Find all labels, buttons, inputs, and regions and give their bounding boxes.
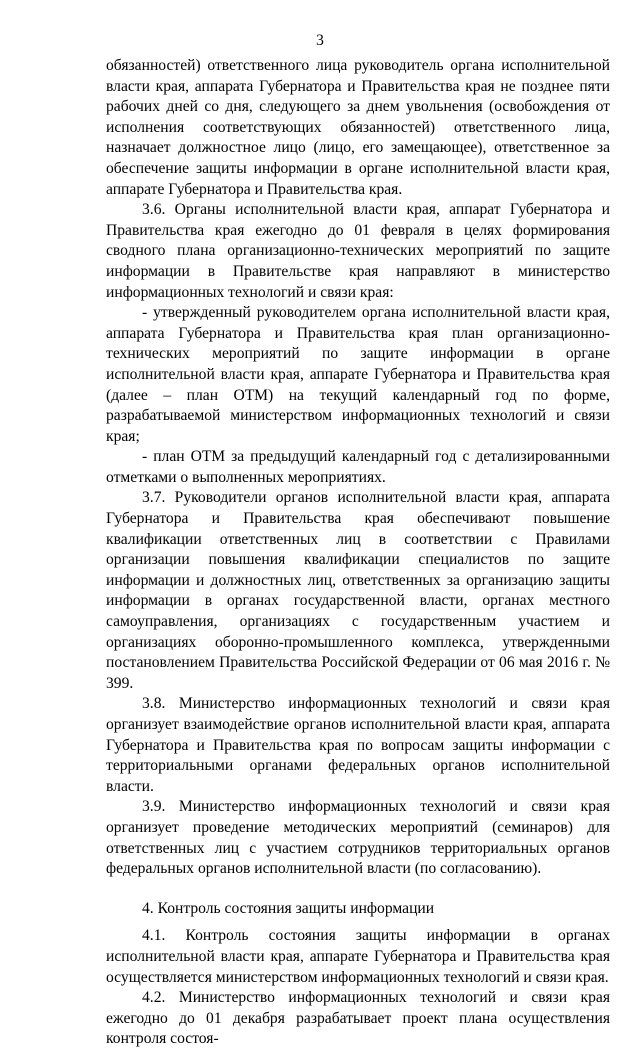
- paragraph-3-6-item-2: - план ОТМ за предыдущий календарный год с детализированными отметками о выполненных мероприятиях.: [106, 448, 610, 486]
- paragraph-4-2: 4.2. Министерство информационных технологий и связи края ежегодно до 01 декабря разрабатывает проект плана осуществления контроля состоя-: [106, 989, 610, 1048]
- paragraph-continuation: обязанностей) ответственного лица руководитель органа исполнительной власти края, аппарата Губернатора и Правительства края не позднее пяти рабочих дней со дня, следующего за днем увольнения (освобождения от исполнения соответствующих обязанностей) ответственного лица, назначает должностное лицо (лицо, его замещающее), ответственное за обеспечение защиты информации в органе исполнительной власти края, аппарате Губернатора и Правительства края.: [106, 57, 610, 198]
- paragraph-3-6: 3.6. Органы исполнительной власти края, аппарат Губернатора и Правительства края ежегодно до 01 февраля в целях формирования сводного плана организационно-технических мероприятий по защите информации в Правительстве края направляют в министерство информационных технологий и связи края:: [106, 201, 610, 301]
- section-4-heading: 4. Контроль состояния защиты информации: [142, 899, 435, 917]
- paragraph-3-8: 3.8. Министерство информационных технологий и связи края организует взаимодействие органов исполнительной власти края, аппарата Губернатора и Правительства края по вопросам защиты информации с территориальными органами федеральных органов исполнительной власти.: [106, 695, 610, 795]
- paragraph-3-6-item-1: - утвержденный руководителем органа исполнительной власти края, аппарата Губернатора и Правительства края план организационно-технических мероприятий по защите информации в органе исполнительной власти края, аппарате Губернатора и Правительства края (далее – план ОТМ) на текущий календарный год по форме, разрабатываемой министерством информационных технологий и связи края;: [106, 304, 610, 445]
- paragraph-3-7: 3.7. Руководители органов исполнительной власти края, аппарата Губернатора и Правительства края обеспечивают повышение квалификации ответственных лиц в соответствии с Правилами организации повышения квалификации специалистов по защите информации и должностных лиц, ответственных за организацию защиты информации в органах государственной власти, органах местного самоуправления, организациях с государственным участием и организациях оборонно-промышленного комплекса, утвержденными постановлением Правительства Российской Федерации от 06 мая 2016 г. № 399.: [106, 489, 610, 692]
- paragraph-4-1: 4.1. Контроль состояния защиты информации в органах исполнительной власти края, аппарате Губернатора и Правительства края осуществляется министерством информационных технологий и связи края.: [106, 927, 610, 986]
- page-number: 3: [316, 32, 324, 49]
- paragraph-3-9: 3.9. Министерство информационных технологий и связи края организует проведение методических мероприятий (семинаров) для ответственных лиц с участием сотрудников территориальных органов федеральных органов исполнительной власти (по согласованию).: [106, 798, 610, 878]
- document-body: [106, 56, 610, 1050]
